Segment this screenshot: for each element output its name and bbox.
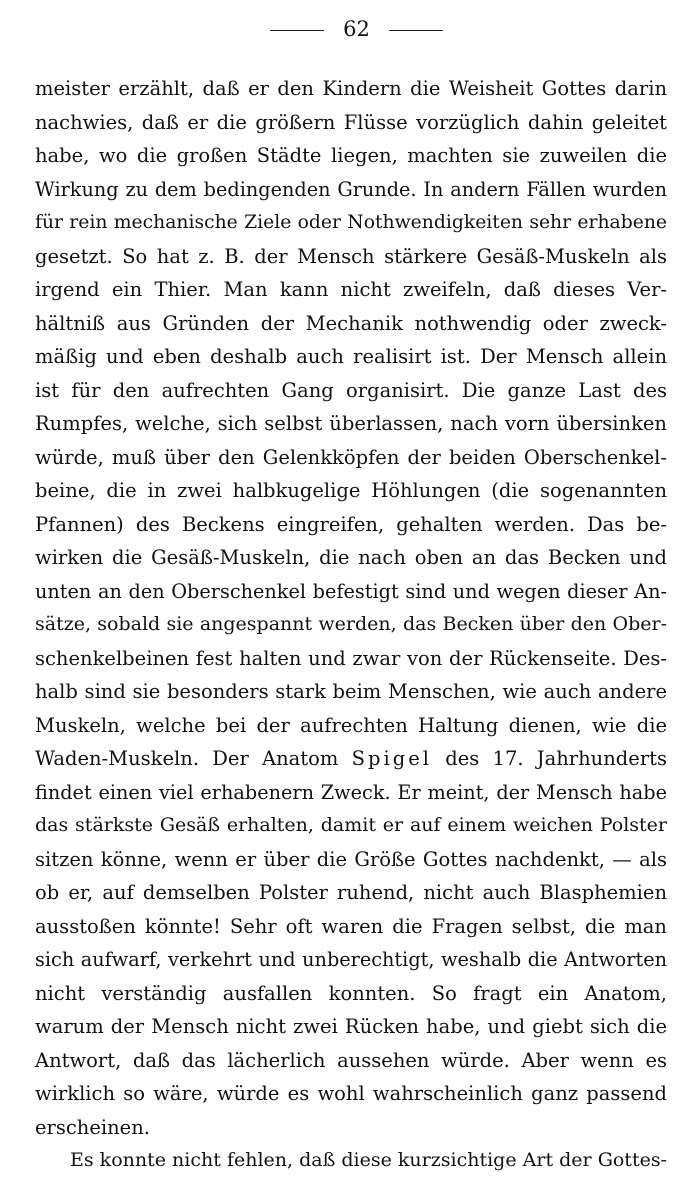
text-line: erscheinen. [35,1115,150,1139]
text-line: nicht verständig ausfallen konnten. So fragt ein Anatom, [35,981,667,1005]
text-line: findet einen viel erhabenern Zweck. Er meint, der Mensch habe [35,780,667,804]
header-rule-left [270,30,324,31]
text-segment: Waden-Muskeln. Der Anatom [35,747,339,770]
text-line: sitzen könne, wenn er über die Größe Gottes nachdenkt, — als [35,847,667,871]
text-line: das stärkste Gesäß erhalten, damit er auf einem weichen Polster [35,814,667,836]
text-line: Muskeln, welche bei der aufrechten Haltung dienen, wie die [35,713,667,737]
text-line: habe, wo die großen Städte liegen, machten sie zuweilen die [35,144,667,167]
text-line: schenkelbeinen fest halten und zwar von der Rückenseite. Des- [35,646,667,670]
text-line: wirken die Gesäß-Muskeln, die nach oben an das Becken und [35,546,667,569]
text-line: sätze, sobald sie angespannt werden, das Becken über den Ober- [35,613,667,635]
text-line: wirklich so wäre, würde es wohl wahrscheinlich ganz passend [35,1082,667,1105]
paragraph [35,72,667,1144]
text-line: unten an den Oberschenkel befestigt sind und wegen dieser An- [35,579,667,603]
text-line: Rumpfes, welche, sich selbst überlassen, nach vorn übersinken [35,412,667,435]
text-line: meister erzählt, daß er den Kindern die Weisheit Gottes darin [35,77,667,100]
text-segment: des 17. Jahrhunderts [445,747,667,770]
text-line: für rein mechanische Ziele oder Nothwendigkeiten sehr erhabene [35,212,667,233]
text-line [35,742,667,776]
text-line: warum der Mensch nicht zwei Rücken habe, und giebt sich die [35,1015,667,1038]
text-line: Es konnte nicht fehlen, daß diese kurzsichtige Art der Gottes- [70,1149,667,1171]
text-line: Pfannen) des Beckens eingreifen, gehalten werden. Das be- [35,512,667,536]
text-line: halb sind sie besonders stark beim Menschen, wie auch andere [35,680,667,703]
text-line: hältniß aus Gründen der Mechanik nothwendig oder zweck- [35,311,667,335]
text-line: Antwort, daß das lächerlich aussehen würde. Aber wenn es [35,1048,667,1072]
text-line: sich aufwarf, verkehrt und unberechtigt, weshalb die Antworten [35,948,667,971]
text-line: ist für den aufrechten Gang organisirt. Die ganze Last des [35,378,667,402]
text-line: irgend ein Thier. Man kann nicht zweifeln, daß dieses Ver- [35,278,667,301]
body-text [35,72,667,1178]
paragraph [35,1144,667,1178]
text-line: Wirkung zu dem bedingenden Grunde. In andern Fällen wurden [35,177,667,201]
page-number: 62 [343,17,370,41]
spaced-name: Spigel [351,747,432,770]
text-line: nachwies, daß er die größern Flüsse vorzüglich dahin geleitet [35,110,667,134]
text-line: würde, muß über den Gelenkköpfen der beiden Oberschenkel- [35,445,667,469]
text-line: mäßig und eben deshalb auch realisirt ist. Der Mensch allein [35,345,667,368]
page-header [0,14,697,44]
text-line: ob er, auf demselben Polster ruhend, nicht auch Blasphemien [35,881,667,904]
text-line: beine, die in zwei halbkugelige Höhlungen (die sogenannten [35,479,667,502]
text-line: gesetzt. So hat z. B. der Mensch stärkere Gesäß-Muskeln als [35,244,667,268]
text-line: ausstoßen könnte! Sehr oft waren die Fragen selbst, die man [35,914,667,938]
header-rule-right [389,30,443,31]
